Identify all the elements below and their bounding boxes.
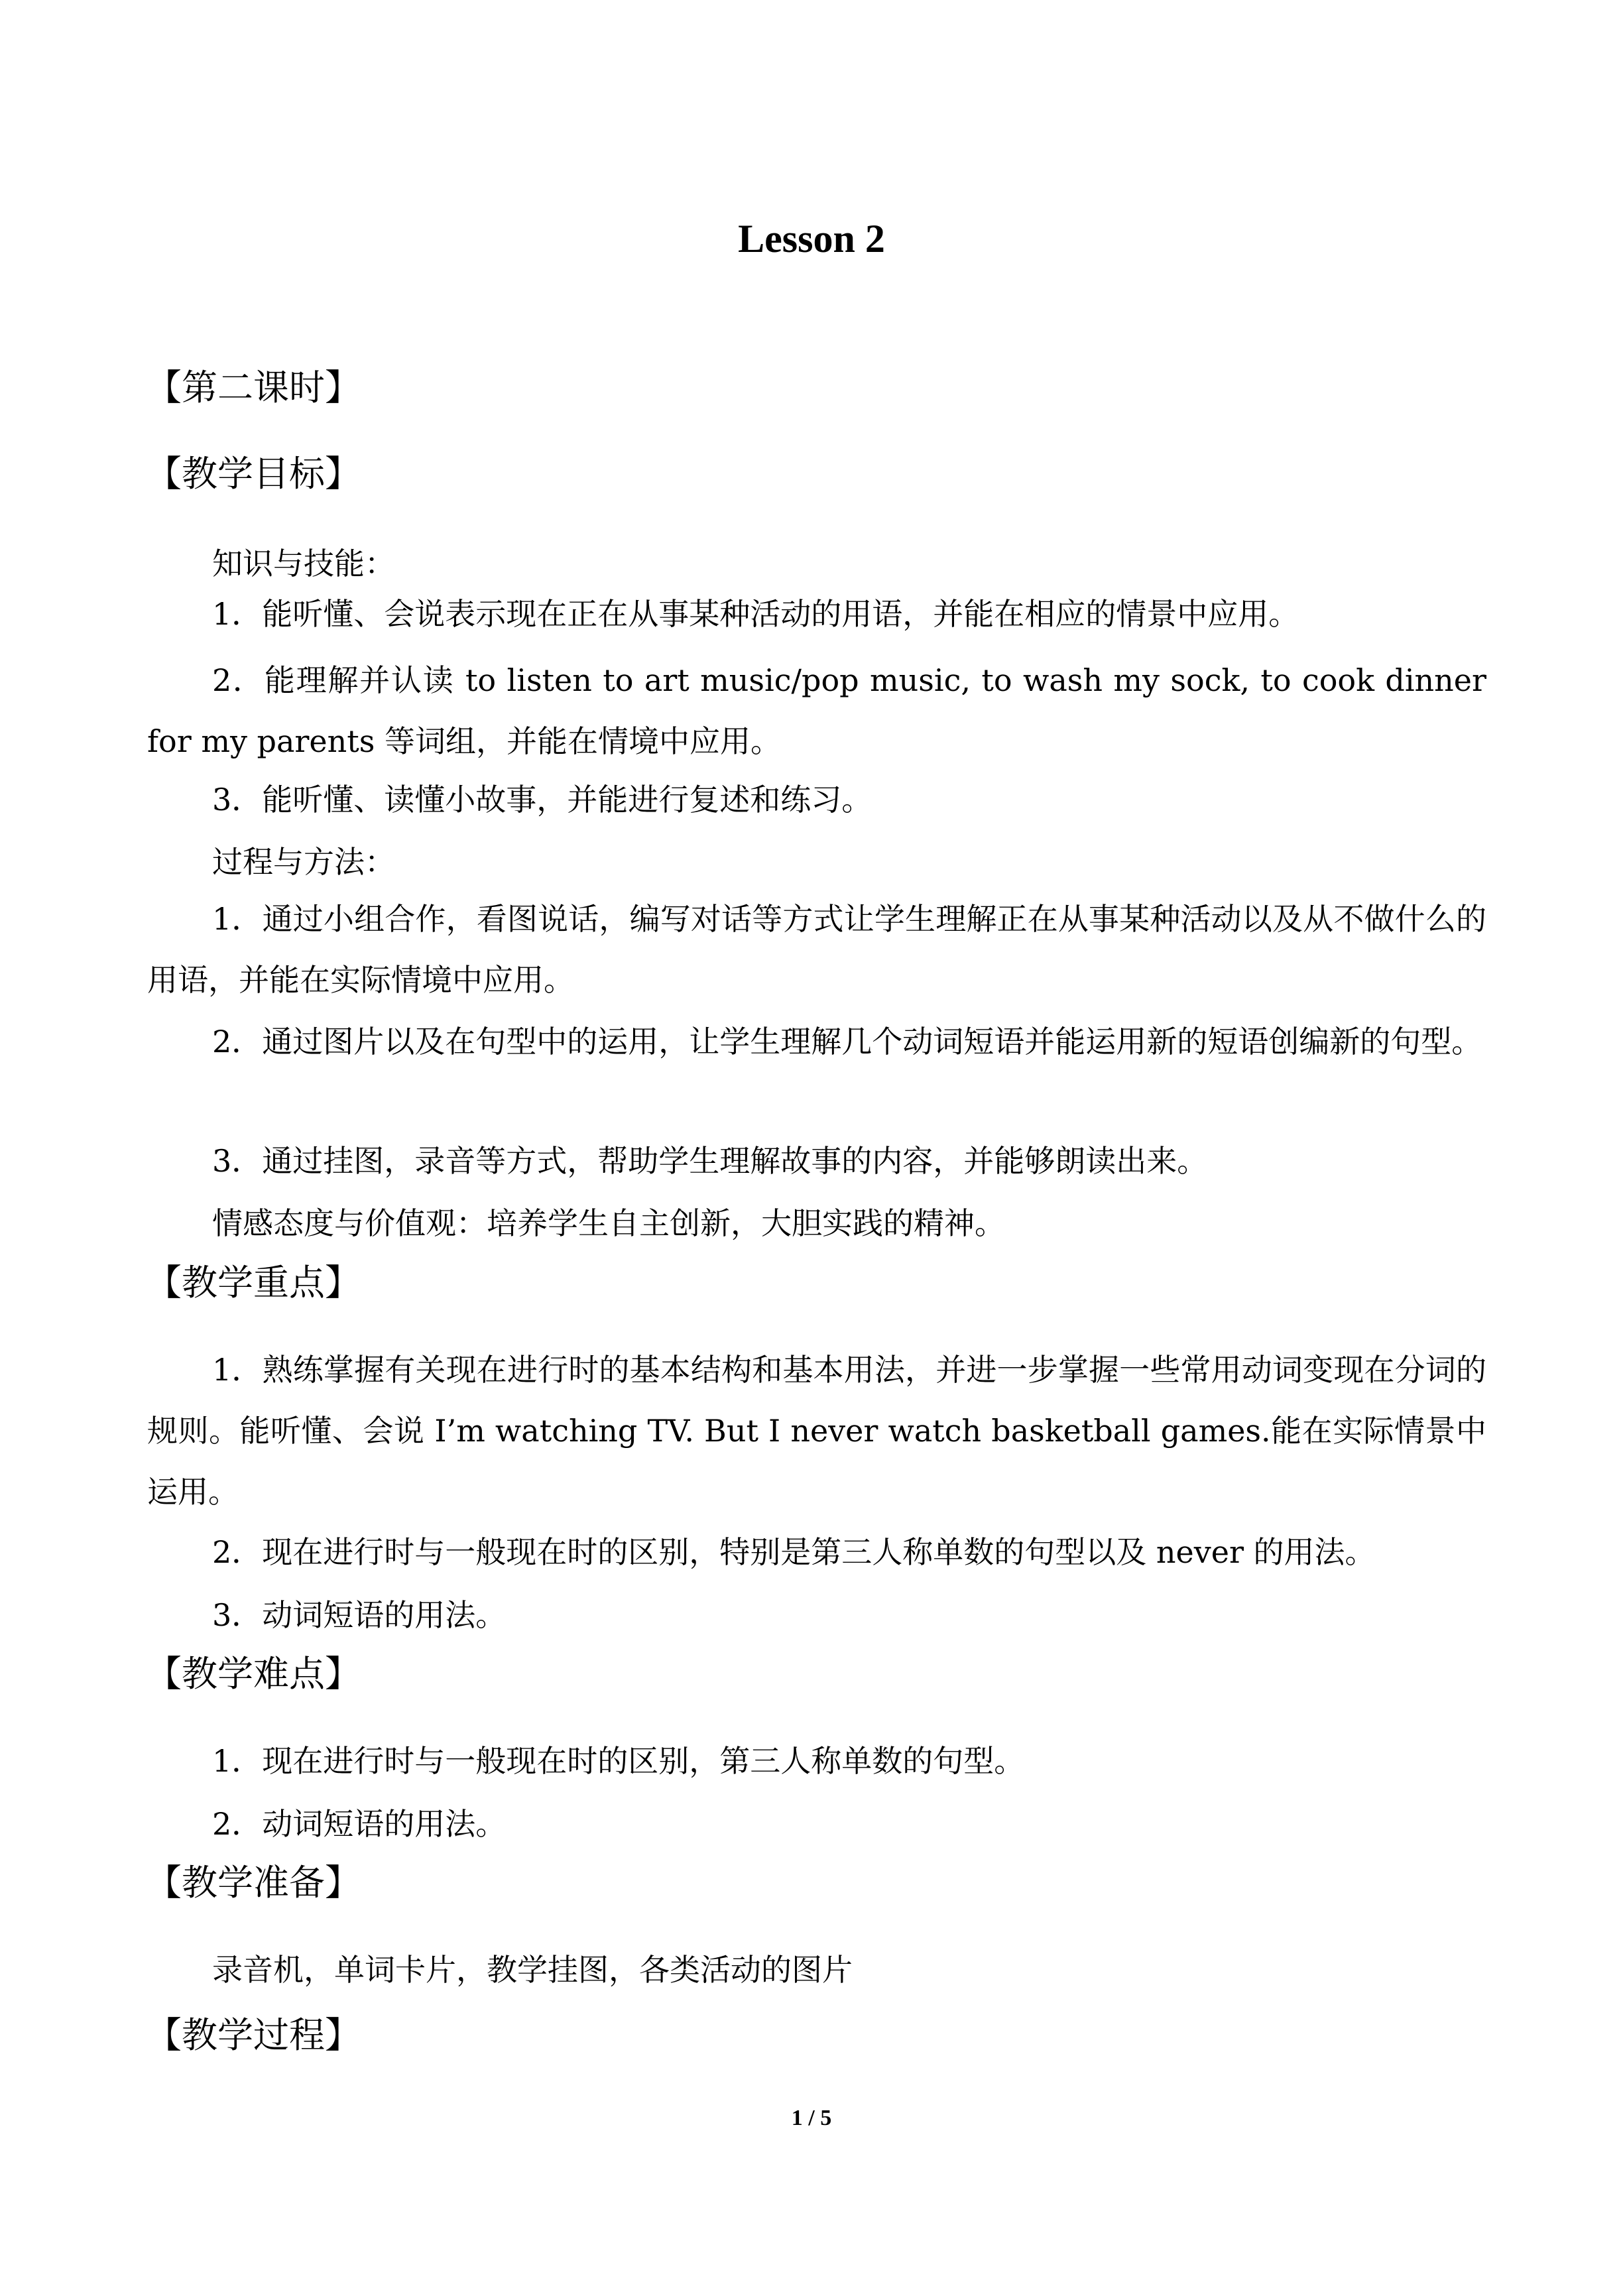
process-method-label: 过程与方法： — [212, 844, 395, 880]
process-item-3: 3．通过挂图，录音等方式，帮助学生理解故事的内容，并能够朗读出来。 — [212, 1143, 1208, 1179]
attitude-values: 情感态度与价值观：培养学生自主创新，大胆实践的精神。 — [212, 1205, 1005, 1241]
difficulty-item-2: 2．动词短语的用法。 — [212, 1806, 507, 1842]
preparation-text: 录音机，单词卡片，教学挂图，各类活动的图片 — [212, 1952, 853, 1988]
key-points-heading: 【教学重点】 — [146, 1262, 361, 1303]
process-item-2: 2．通过图片以及在句型中的运用，让学生理解几个动词短语并能运用新的短语创编新的句型。 — [212, 1024, 1482, 1059]
knowledge-skills-label: 知识与技能： — [212, 546, 395, 581]
preparation-heading: 【教学准备】 — [146, 1862, 361, 1903]
process-item-1: 1．通过小组合作，看图说话，编写对话等方式让学生理解正在从事某种活动以及从不做什么的用语，并能在实际情境中应用。 — [147, 901, 1486, 998]
difficulties-heading: 【教学难点】 — [146, 1653, 361, 1695]
key-point-item-3: 3．动词短语的用法。 — [212, 1597, 507, 1633]
difficulty-item-1: 1．现在进行时与一般现在时的区别，第三人称单数的句型。 — [212, 1743, 1025, 1779]
page-title: Lesson 2 — [738, 217, 885, 261]
page-number: 1 / 5 — [791, 2106, 832, 2130]
key-point-item-1: 1．熟练掌握有关现在进行时的基本结构和基本用法，并进一步掌握一些常用动词变现在分词的规则。能听懂、会说 I’m watching TV. But I never watch basketball games.能在实际情景中运用。 — [147, 1352, 1486, 1510]
objectives-heading: 【教学目标】 — [146, 453, 361, 495]
key-point-item-2: 2．现在进行时与一般现在时的区别，特别是第三人称单数的句型以及 never 的用法。 — [212, 1534, 1376, 1570]
lesson-period-heading: 【第二课时】 — [146, 367, 361, 408]
knowledge-item-2: 2．能理解并认读 to listen to art music/pop music, to wash my sock, to cook dinner for my parents 等词组，并能在情境中应用。 — [147, 662, 1486, 759]
knowledge-item-1: 1．能听懂、会说表示现在正在从事某种活动的用语，并能在相应的情景中应用。 — [212, 596, 1299, 632]
knowledge-item-3: 3．能听懂、读懂小故事，并能进行复述和练习。 — [212, 782, 872, 817]
procedure-heading: 【教学过程】 — [146, 2014, 361, 2056]
